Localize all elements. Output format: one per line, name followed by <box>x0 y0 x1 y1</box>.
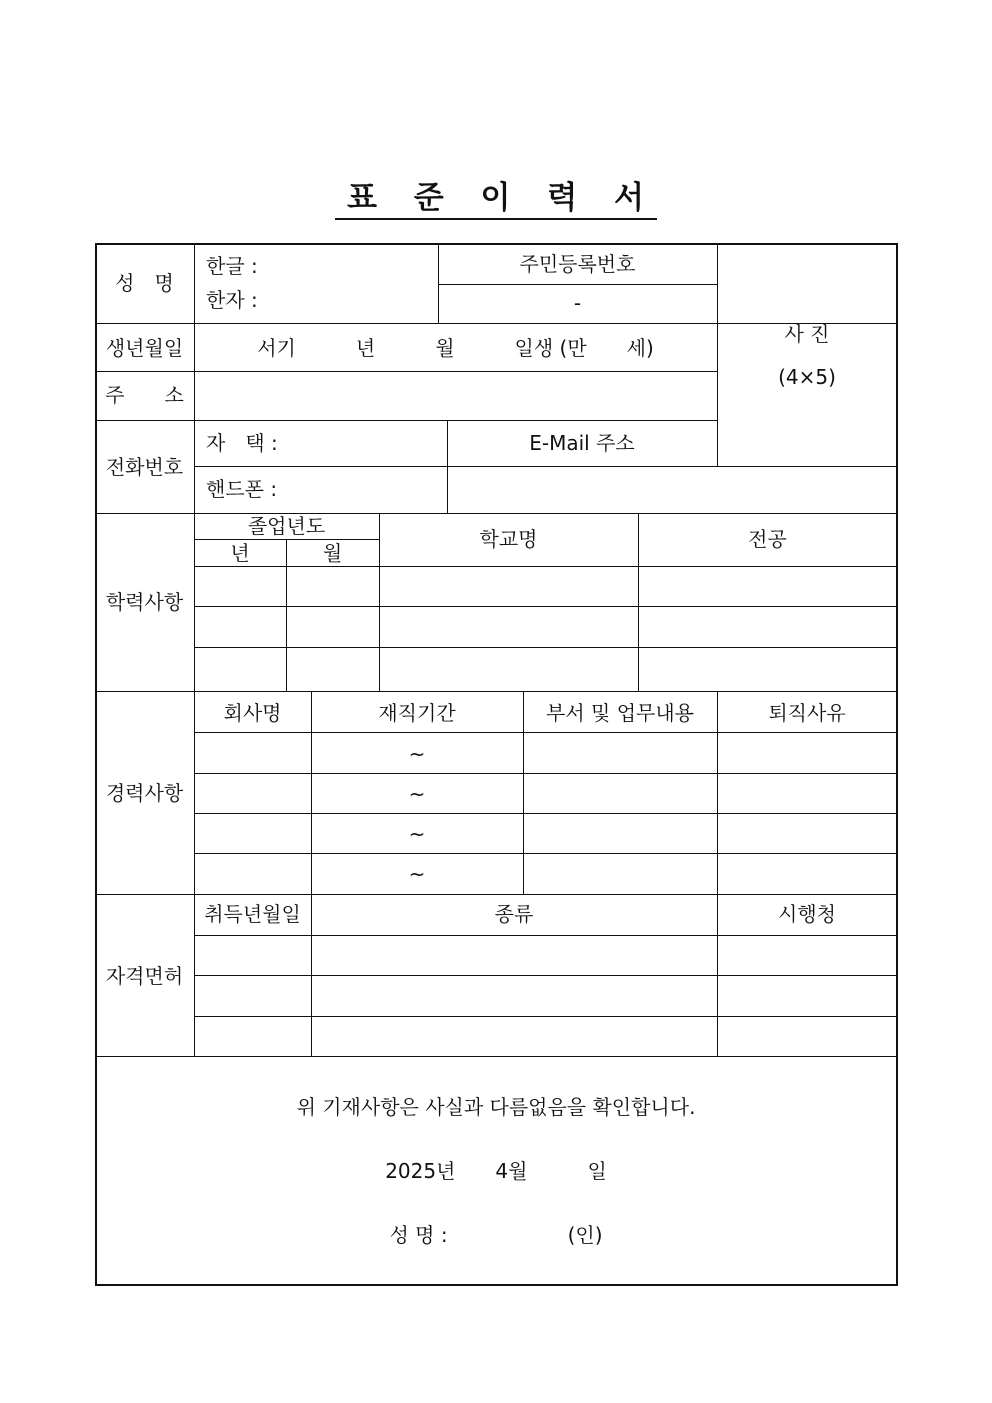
license-type-label: 종류 <box>494 902 534 926</box>
year-label: 년 <box>230 541 250 565</box>
row-divider <box>194 566 897 567</box>
dept-label: 부서 및 업무내용 <box>546 701 694 725</box>
hangul-name-label: 한글 : <box>206 254 258 278</box>
school-label: 학교명 <box>479 527 538 551</box>
row-divider <box>194 466 897 467</box>
confirmation-statement: 위 기재사항은 사실과 다름없음을 확인합니다. <box>296 1095 696 1119</box>
row-divider <box>95 1056 897 1057</box>
photo-label: 사 진 <box>784 322 830 346</box>
row-divider <box>194 647 897 648</box>
company-label: 회사명 <box>223 701 282 725</box>
major-label: 전공 <box>748 527 787 551</box>
birth-template: 서기 년 월 일생 (만 세) <box>257 336 654 360</box>
reason-label: 퇴직사유 <box>768 701 846 725</box>
photo-size: (4×5) <box>778 365 836 389</box>
address-label: 주 소 <box>105 383 184 407</box>
row-divider <box>194 853 897 854</box>
column-divider <box>194 243 195 1056</box>
period-tilde: ~ <box>408 782 426 806</box>
license-issuer-label: 시행청 <box>778 902 836 926</box>
education-section-label: 학력사항 <box>105 590 184 614</box>
row-divider <box>194 813 897 814</box>
column-divider <box>717 691 718 1056</box>
career-section-label: 경력사항 <box>105 781 184 805</box>
period-tilde: ~ <box>408 822 426 846</box>
email-label: E-Mail 주소 <box>529 431 635 455</box>
row-divider <box>194 732 897 733</box>
birth-label: 생년월일 <box>105 336 184 360</box>
name-label: 성 명 <box>115 271 174 295</box>
month-label: 월 <box>322 541 343 565</box>
row-divider <box>438 284 717 285</box>
period-tilde: ~ <box>408 862 426 886</box>
license-date-label: 취득년월일 <box>204 902 301 926</box>
row-divider <box>95 371 717 372</box>
row-divider <box>95 420 717 421</box>
column-divider <box>717 243 718 466</box>
license-section-label: 자격면허 <box>105 964 184 988</box>
row-divider <box>194 1016 897 1017</box>
rrn-label: 주민등록번호 <box>519 252 636 276</box>
period-label: 재직기간 <box>378 701 456 725</box>
document-title: 표 준 이 력 서 <box>0 172 992 217</box>
period-tilde: ~ <box>408 742 426 766</box>
row-divider <box>194 935 897 936</box>
row-divider <box>194 773 897 774</box>
home-phone-label: 자 택 : <box>206 431 278 455</box>
phone-label: 전화번호 <box>105 455 184 479</box>
row-divider <box>95 691 897 692</box>
hanja-name-label: 한자 : <box>206 288 258 312</box>
signature-line: 성 명 : (인) <box>389 1223 603 1247</box>
grad-year-label: 졸업년도 <box>247 514 326 538</box>
row-divider <box>95 894 897 895</box>
row-divider <box>194 606 897 607</box>
rrn-value: - <box>573 291 582 315</box>
mobile-label: 핸드폰 : <box>206 477 278 501</box>
row-divider <box>194 975 897 976</box>
signature-date: 2025년 4월 일 <box>385 1159 607 1183</box>
